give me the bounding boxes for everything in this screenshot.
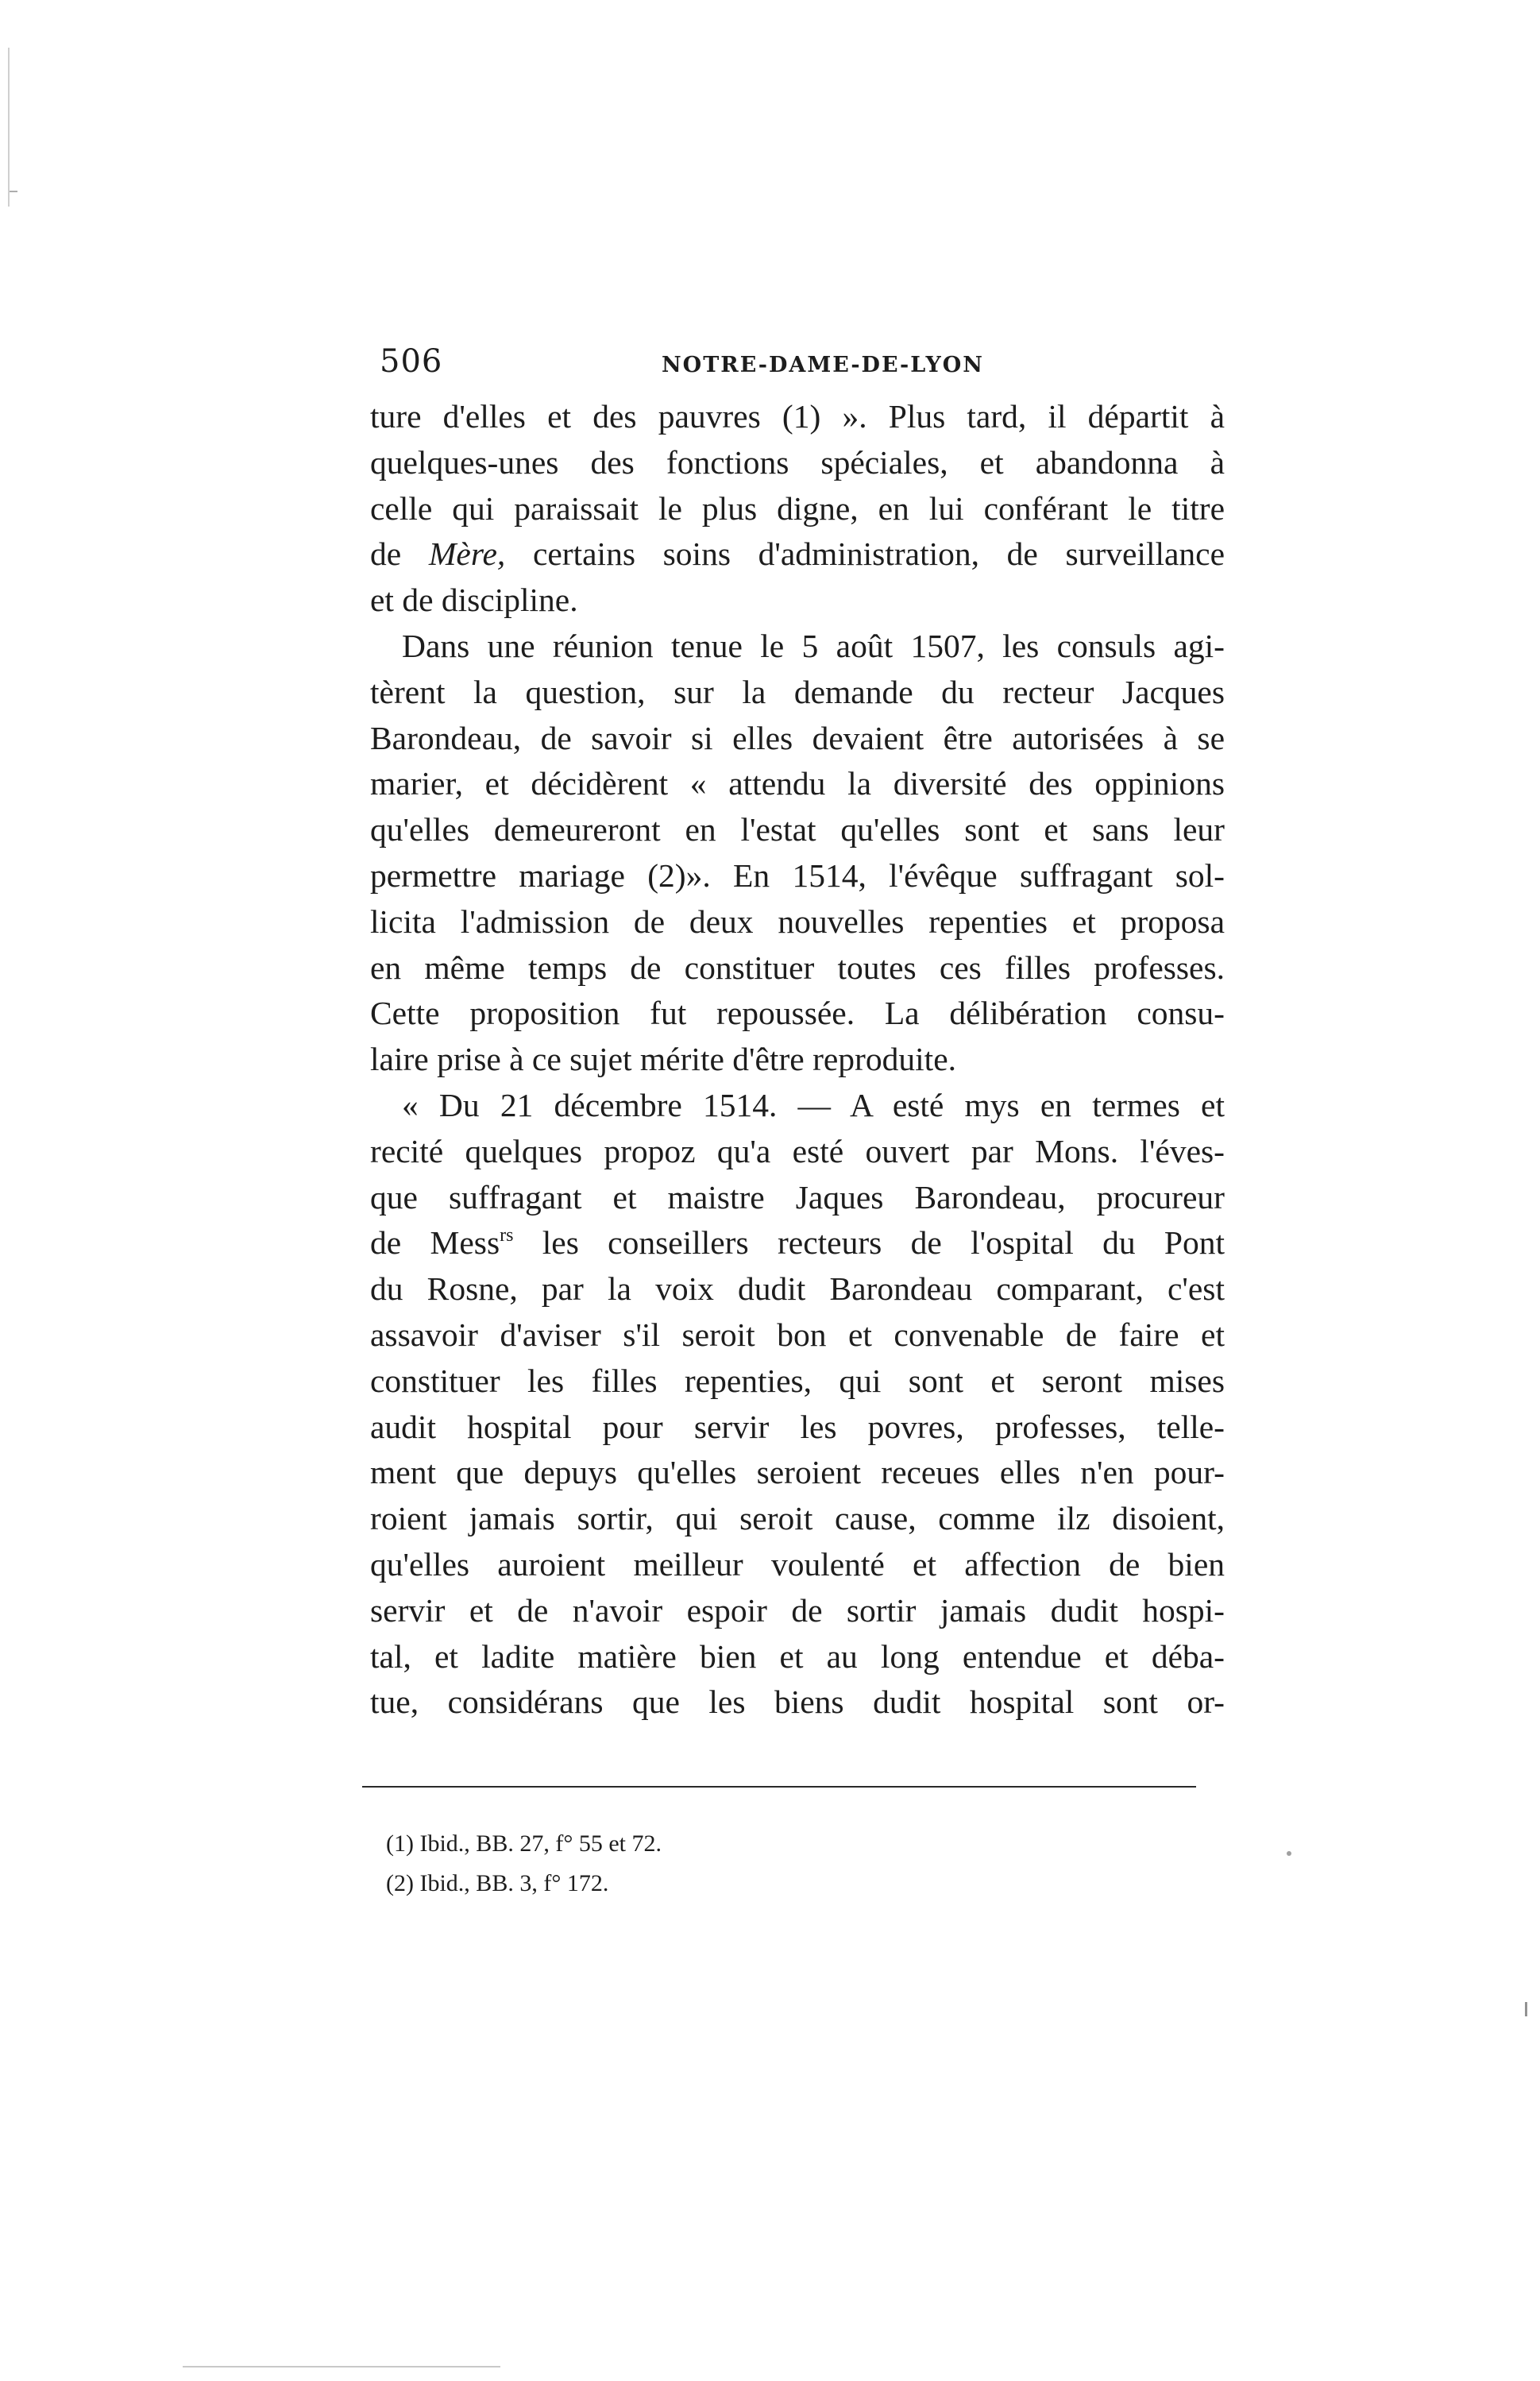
text-line: audit hospital pour servir les povres, professes, telle- [370, 1408, 1225, 1445]
page-header [380, 343, 1222, 391]
scan-artifact [10, 191, 17, 192]
text-line [370, 531, 1225, 578]
text-line: que suffragant et maistre Jaques Barondeau, procureur [370, 1178, 1225, 1216]
scan-artifact [1525, 2002, 1527, 2016]
text-line: tèrent la question, sur la demande du recteur Jacques [370, 673, 1225, 710]
text-line: constituer les filles repenties, qui sont et seront mises [370, 1362, 1225, 1399]
text-line: en même temps de constituer toutes ces filles professes. [370, 949, 1225, 986]
text-line: roient jamais sortir, qui seroit cause, comme ilz disoient, [370, 1500, 1225, 1537]
footnote: (1) Ibid., BB. 27, f° 55 et 72. [386, 1830, 662, 1857]
text-line: permettre mariage (2)». En 1514, l'évêque suffragant sol- [370, 856, 1225, 894]
text-line: licita l'admission de deux nouvelles repenties et proposa [370, 903, 1225, 940]
running-head: NOTRE-DAME-DE-LYON [662, 353, 984, 377]
text-line: « Du 21 décembre 1514. — A esté mys en termes et [402, 1086, 1225, 1123]
text-line: et de discipline. [370, 582, 578, 619]
text-line: Barondeau, de savoir si elles devaient être autorisées à se [370, 719, 1225, 756]
text-line: qu'elles demeureront en l'estat qu'elles sont et sans leur [370, 811, 1225, 848]
text-line: Cette proposition fut repoussée. La délibération consu- [370, 995, 1225, 1032]
text-fragment: les conseillers recteurs de l'ospital du Pont [513, 1224, 1225, 1262]
text-line: celle qui paraissait le plus digne, en lui conférant le titre [370, 489, 1225, 527]
text-line [370, 1220, 1225, 1266]
text-line: du Rosne, par la voix dudit Barondeau comparant, c'est [370, 1270, 1225, 1308]
text-line: tue, considérans que les biens dudit hospital sont or- [370, 1683, 1225, 1721]
text-line: ture d'elles et des pauvres (1) ». Plus tard, il départit à [370, 398, 1225, 435]
scan-artifact [183, 2366, 500, 2367]
footnote-divider [362, 1786, 1196, 1788]
text-fragment: de [370, 535, 429, 573]
text-fragment: de Mess [370, 1224, 500, 1262]
text-line: quelques-unes des fonctions spéciales, et abandonna à [370, 443, 1225, 481]
scan-artifact [8, 48, 10, 207]
italic-term: Mère, [428, 535, 506, 573]
scan-artifact [1287, 1851, 1291, 1856]
superscript: rs [500, 1225, 514, 1247]
text-line: marier, et décidèrent « attendu la diversité des oppinions [370, 765, 1225, 802]
page-number: 506 [380, 343, 443, 380]
text-line: Dans une réunion tenue le 5 août 1507, les consuls agi- [402, 627, 1225, 664]
text-line: assavoir d'aviser s'il seroit bon et convenable de faire et [370, 1316, 1225, 1353]
footnotes [386, 1824, 662, 1904]
text-line: servir et de n'avoir espoir de sortir jamais dudit hospi- [370, 1591, 1225, 1629]
text-line: tal, et ladite matière bien et au long entendue et déba- [370, 1637, 1225, 1675]
text-line: ment que depuys qu'elles seroient receues elles n'en pour- [370, 1454, 1225, 1491]
footnote: (2) Ibid., BB. 3, f° 172. [386, 1870, 609, 1896]
text-line: qu'elles auroient meilleur voulenté et affection de bien [370, 1545, 1225, 1583]
text-fragment: certains soins d'administration, de surveillance [505, 535, 1225, 573]
body-text [370, 394, 1225, 1726]
text-line: laire prise à ce sujet mérite d'être reproduite. [370, 1041, 956, 1078]
text-line: recité quelques propoz qu'a esté ouvert par Mons. l'éves- [370, 1132, 1225, 1169]
